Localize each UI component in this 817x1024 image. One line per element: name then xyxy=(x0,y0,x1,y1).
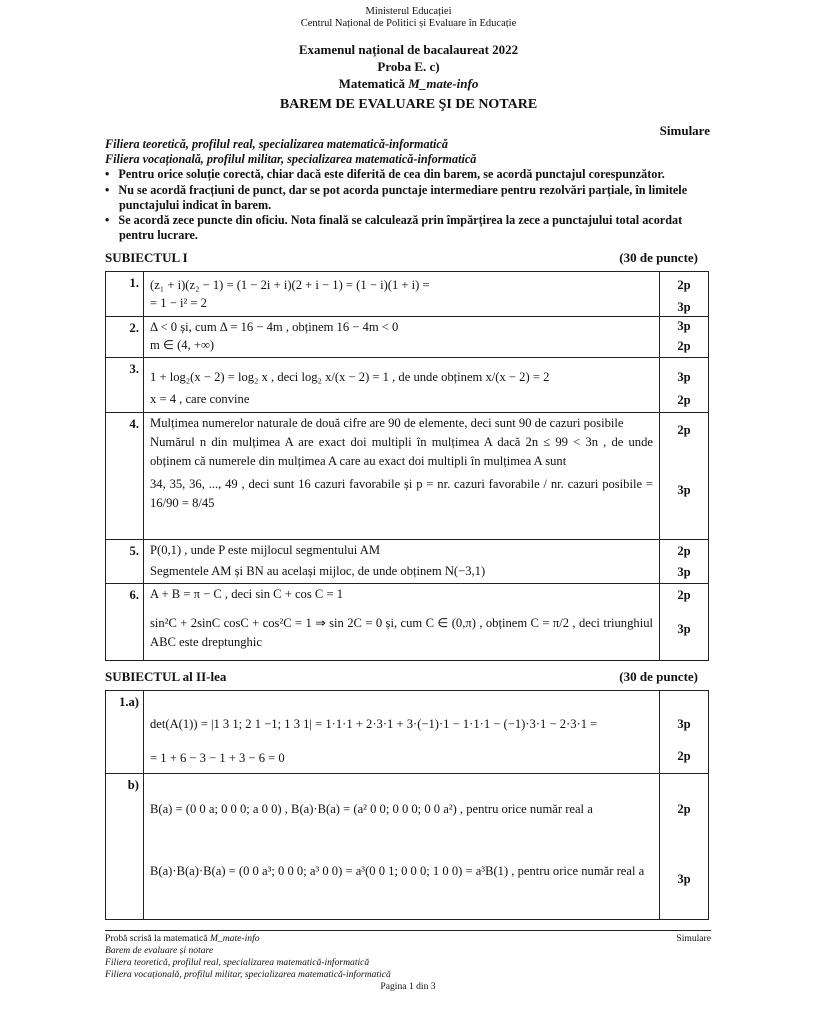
item-solution xyxy=(144,358,660,413)
solution-line: A + B = π − C , deci sin C + cos C = 1 xyxy=(150,587,344,601)
footer-line-3: Filiera teoretică, profilul real, specializarea matematică-informatică xyxy=(105,957,370,968)
instructions xyxy=(105,137,711,243)
ministry-name: Ministerul Educației xyxy=(365,6,452,17)
item-points xyxy=(660,317,709,358)
section-2-heading xyxy=(105,669,698,685)
item-number: 1.a) xyxy=(106,691,144,774)
item-points xyxy=(660,774,709,920)
points-value: 2p xyxy=(677,544,691,558)
table-row xyxy=(106,272,709,317)
table-row xyxy=(106,774,709,920)
item-solution xyxy=(144,413,660,540)
table-row xyxy=(106,358,709,413)
solution-line: sin²C + 2sinC cosC + cos²C = 1 ⇒ sin 2C = 0 și, cum C ∈ (0,π) , obținem C = π/2 , deci triunghiul ABC este dreptunghic xyxy=(150,616,653,649)
table-row xyxy=(106,584,709,661)
item-solution xyxy=(144,317,660,358)
points-value: 2p xyxy=(677,278,691,292)
points-value: 3p xyxy=(677,370,691,384)
item-number: b) xyxy=(106,774,144,920)
points-value: 3p xyxy=(677,319,691,333)
instruction-bullet-1: • Pentru orice soluție corectă, chiar dacă este diferită de cea din barem, se acordă punctajul corespunzător. xyxy=(105,167,665,182)
table-row xyxy=(106,317,709,358)
footer-line-2: Barem de evaluare și notare xyxy=(105,945,214,956)
solution-line: B(a)·B(a)·B(a) = (0 0 a³; 0 0 0; a³ 0 0) = a³(0 0 1; 0 0 0; 1 0 0) = a³B(1) , pentru orice număr real a xyxy=(150,864,645,878)
instruction-bullet-3: • Se acordă zece puncte din oficiu. Nota finală se calculează prin împărțirea la zece a punctajului total acordat pentru lucrare. xyxy=(105,213,683,243)
solution-line: x = 4 , care convine xyxy=(150,392,250,406)
barem-title: BAREM DE EVALUARE ŞI DE NOTARE xyxy=(279,97,538,112)
solution-line: Segmentele AM și BN au același mijloc, de unde obținem N(−3,1) xyxy=(150,564,486,578)
points-value: 3p xyxy=(677,565,691,579)
points-value: 3p xyxy=(677,300,691,314)
issuer-header xyxy=(0,6,817,30)
item-number: 3. xyxy=(106,358,144,413)
section-2-title: SUBIECTUL al II-lea xyxy=(105,669,227,684)
solution-line: (z₁ + i)(z₂ − 1) = (1 − 2i + i)(2 + i − 1) = (1 − i)(1 + i) = xyxy=(150,278,430,292)
item-number: 5. xyxy=(106,540,144,584)
section-1-table xyxy=(105,271,709,661)
item-solution xyxy=(144,774,660,920)
section-1-title: SUBIECTUL I xyxy=(105,250,188,265)
proba-label: Proba E. c) xyxy=(377,59,440,74)
item-number: 2. xyxy=(106,317,144,358)
item-number: 6. xyxy=(106,584,144,661)
simulare-label: Simulare xyxy=(659,123,710,138)
points-value: 3p xyxy=(677,622,691,636)
section-2-points: (30 de puncte) xyxy=(619,669,698,684)
solution-line: P(0,1) , unde P este mijlocul segmentului AM xyxy=(150,543,381,557)
section-1-points: (30 de puncte) xyxy=(619,250,698,265)
page-footer xyxy=(105,930,711,993)
item-solution xyxy=(144,540,660,584)
footer-line-1: Probă scrisă la matematică M_mate-info xyxy=(105,933,260,944)
item-points xyxy=(660,691,709,774)
points-value: 3p xyxy=(677,717,691,731)
solution-line: det(A(1)) = |1 3 1; 2 1 −1; 1 3 1| = 1·1·1 + 2·3·1 + 3·(−1)·1 − 1·1·1 − (−1)·3·1 − 2·3·1 = xyxy=(150,717,598,731)
table-row xyxy=(106,540,709,584)
exam-title: Examenul național de bacalaureat 2022 xyxy=(298,42,519,57)
solution-line: Δ < 0 și, cum Δ = 16 − 4m , obținem 16 − 4m < 0 xyxy=(150,320,399,334)
item-points xyxy=(660,358,709,413)
item-points xyxy=(660,413,709,540)
points-value: 3p xyxy=(677,483,691,497)
filiera-line-2: Filiera vocațională, profilul militar, specializarea matematică-informatică xyxy=(105,152,477,167)
table-row xyxy=(106,691,709,774)
section-2-table xyxy=(105,690,709,920)
item-points xyxy=(660,272,709,317)
footer-simulare: Simulare xyxy=(676,933,711,944)
center-name: Centrul Național de Politici și Evaluare în Educație xyxy=(300,18,517,29)
footer-line-4: Filiera vocațională, profilul militar, specializarea matematică-informatică xyxy=(105,969,391,980)
section-1-heading xyxy=(105,250,698,266)
points-value: 2p xyxy=(677,393,691,407)
solution-line: = 1 − i² = 2 xyxy=(150,296,207,310)
item-solution xyxy=(144,584,660,661)
points-value: 2p xyxy=(677,749,691,763)
item-number: 1. xyxy=(106,272,144,317)
solution-line: 34, 35, 36, ..., 49 , deci sunt 16 cazuri favorabile și p = nr. cazuri favorabile / nr. cazuri posibile = 16/90 = 8/45 xyxy=(150,477,653,510)
instruction-bullet-2: • Nu se acordă fracțiuni de punct, dar se pot acorda punctaje intermediare pentru rezolvări parțiale, în limitele punctajului indicat în barem. xyxy=(105,182,688,212)
solution-line: Mulțimea numerelor naturale de două cifre are 90 de elemente, deci sunt 90 de cazuri posibile xyxy=(150,416,624,430)
solution-line: m ∈ (4, +∞) xyxy=(150,338,215,352)
points-value: 2p xyxy=(677,802,691,816)
item-points xyxy=(660,540,709,584)
filiera-line-1: Filiera teoretică, profilul real, specializarea matematică-informatică xyxy=(105,137,448,151)
solution-line: 1 + log₂(x − 2) = log₂ x , deci log₂ x/(x − 2) = 1 , de unde obținem x/(x − 2) = 2 xyxy=(150,370,550,384)
item-number: 4. xyxy=(106,413,144,540)
points-value: 2p xyxy=(677,588,691,602)
points-value: 2p xyxy=(677,339,691,353)
item-points xyxy=(660,584,709,661)
solution-line: = 1 + 6 − 3 − 1 + 3 − 6 = 0 xyxy=(150,751,285,765)
solution-line: B(a) = (0 0 a; 0 0 0; a 0 0) , B(a)·B(a) = (a² 0 0; 0 0 0; 0 0 a²) , pentru orice număr real a xyxy=(150,802,593,816)
exam-header xyxy=(0,41,817,92)
solution-line: Numărul n din mulțimea A are exact doi multipli în mulțimea A dacă 2n ≤ 99 < 3n , de unde obținem că numerele din mulțimea A care au exact doi multipli în mulțimea A sunt xyxy=(150,435,653,468)
points-value: 2p xyxy=(677,423,691,437)
table-row xyxy=(106,413,709,540)
item-solution xyxy=(144,691,660,774)
points-value: 3p xyxy=(677,872,691,886)
page-number: Pagina 1 din 3 xyxy=(380,981,436,992)
item-solution xyxy=(144,272,660,317)
subject-line: Matematică M_mate-info xyxy=(338,76,479,91)
